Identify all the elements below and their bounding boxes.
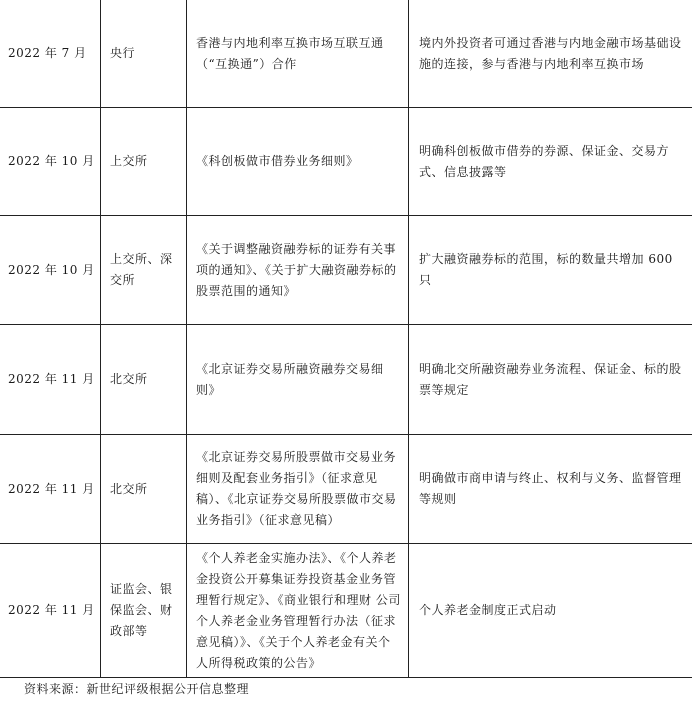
date-cell: 2022 年 11 月 (0, 325, 101, 434)
policy-cell: 《北京证券交易所股票做市交易业务细则及配套业务指引》（征求意见稿）、《北京证券交易所股票做市交易业务指引》（征求意见稿） (187, 435, 409, 543)
policy-cell: 香港与内地利率互换市场互联互通（“互换通”）合作 (187, 0, 409, 107)
date-cell: 2022 年 11 月 (0, 435, 101, 543)
institution-cell: 央行 (101, 0, 187, 107)
institution-cell: 上交所 (101, 108, 187, 215)
policy-cell: 《北京证券交易所融资融券交易细则》 (187, 325, 409, 434)
source-note: 资料来源：新世纪评级根据公开信息整理 (24, 682, 250, 696)
date-cell: 2022 年 7 月 (0, 0, 101, 107)
table-row (0, 216, 692, 325)
table-row (0, 0, 692, 108)
institution-cell: 北交所 (101, 325, 187, 434)
institution-cell: 北交所 (101, 435, 187, 543)
policy-cell: 《个人养老金实施办法》、《个人养老金投资公开募集证券投资基金业务管理暂行规定》、《商业银行和理财 公司个人养老金业务管理暂行办法（征求意见稿）》、《关于个人养老金有关个人所得税政策的公告》 (187, 544, 409, 677)
date-cell: 2022 年 11 月 (0, 544, 101, 677)
content-cell: 个人养老金制度正式启动 (419, 603, 557, 617)
date-cell: 2022 年 10 月 (0, 216, 101, 324)
content-cell: 扩大融资融券标的范围，标的数量共增加 600 只 (419, 252, 673, 287)
policy-cell: 《关于调整融资融券标的证券有关事项的通知》、《关于扩大融资融券标的股票范围的通知》 (187, 216, 409, 324)
institution-cell: 上交所、深交所 (101, 216, 187, 324)
institution-cell: 证监会、银保监会、财政部等 (101, 544, 187, 677)
table-row (0, 108, 692, 216)
table-row (0, 325, 692, 435)
date-cell: 2022 年 10 月 (0, 108, 101, 215)
content-cell: 明确做市商申请与终止、权利与义务、监督管理等规则 (419, 471, 682, 506)
policy-cell: 《科创板做市借券业务细则》 (187, 108, 409, 215)
table-row (0, 544, 692, 677)
table-row (0, 435, 692, 544)
content-cell: 明确科创板做市借券的券源、保证金、交易方式、信息披露等 (419, 143, 670, 179)
content-cell: 境内外投资者可通过香港与内地金融市场基础设施的连接，参与香港与内地利率互换市场 (419, 35, 682, 71)
content-cell: 明确北交所融资融券业务流程、保证金、标的股票等规定 (419, 361, 682, 397)
